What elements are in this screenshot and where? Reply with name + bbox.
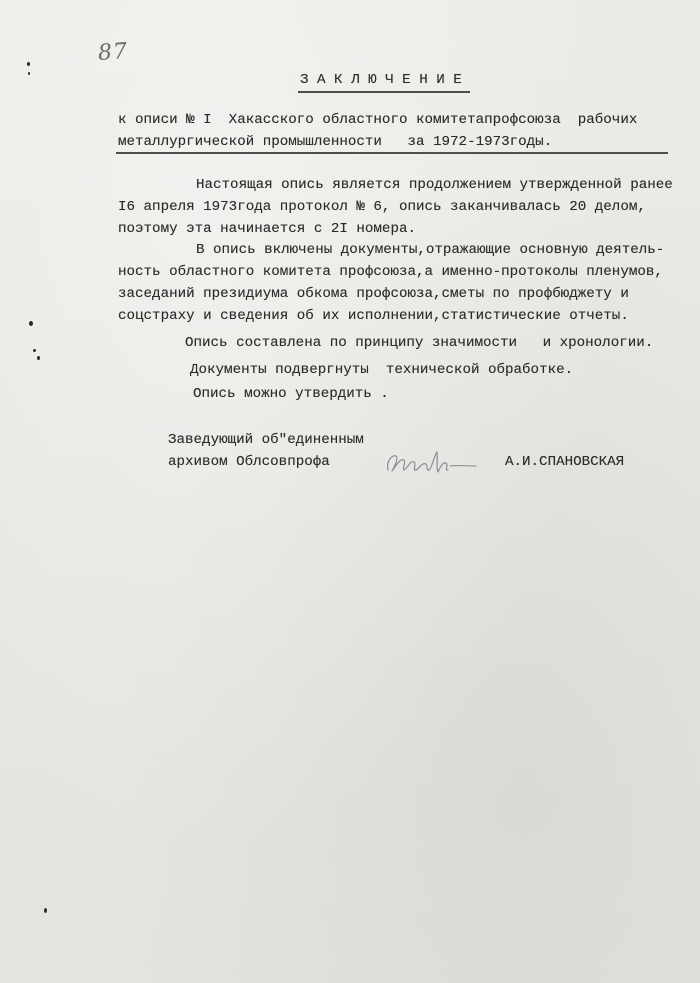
edge-mark	[33, 349, 36, 352]
title-underline	[298, 91, 470, 93]
body-paragraph-2-line-1: В опись включены документы,отражающие основную деятель-	[196, 242, 665, 258]
body-paragraph-5: Опись можно утвердить .	[193, 386, 389, 402]
signatory-position-line-1: Заведующий об"единенным	[168, 432, 364, 448]
subtitle-line-2: металлургической промышленности за 1972-1973годы.	[118, 134, 553, 150]
body-paragraph-1-line-1: Настоящая опись является продолжением утвержденной ранее	[196, 177, 673, 193]
body-paragraph-4: Документы подвергнуты технической обработке.	[190, 362, 574, 378]
document-title: З А К Л Ю Ч Е Н И Е	[300, 72, 462, 88]
body-paragraph-2-line-3: заседаний президиума обкома профсоюза,сметы по профбюджету и	[118, 286, 629, 302]
edge-mark	[44, 908, 47, 913]
signatory-name: А.И.СПАНОВСКАЯ	[505, 454, 625, 470]
edge-mark	[29, 321, 33, 326]
edge-mark	[27, 62, 30, 66]
handwritten-signature	[382, 444, 482, 478]
edge-mark	[28, 72, 30, 75]
subtitle-underline	[116, 152, 668, 154]
handwritten-page-number: 87	[97, 38, 129, 67]
body-paragraph-1-line-2: I6 апреля 1973года протокол № 6, опись заканчивалась 20 делом,	[118, 199, 646, 215]
body-paragraph-2-line-2: ность областного комитета профсоюза,а именно-протоколы пленумов,	[118, 264, 663, 280]
body-paragraph-2-line-4: соцстраху и сведения об их исполнении,статистические отчеты.	[118, 308, 629, 324]
edge-mark	[37, 356, 40, 360]
signatory-position-line-2: архивом Облсовпрофа	[168, 454, 330, 470]
body-paragraph-1-line-3: поэтому эта начинается с 2I номера.	[118, 221, 416, 237]
body-paragraph-3: Опись составлена по принципу значимости и хронологии.	[185, 335, 654, 351]
subtitle-line-1: к описи № I Хакасского областного комитетапрофсоюза рабочих	[118, 112, 638, 128]
